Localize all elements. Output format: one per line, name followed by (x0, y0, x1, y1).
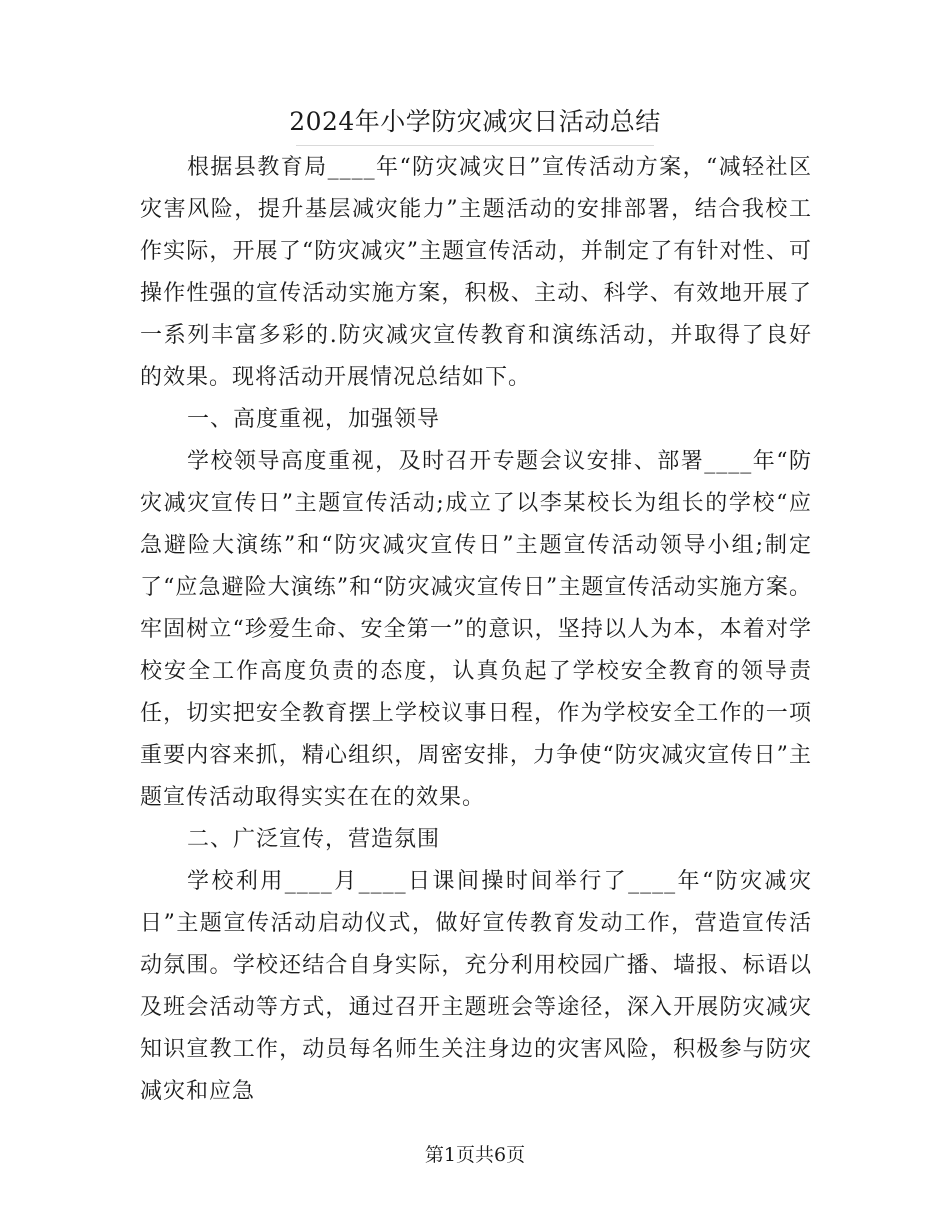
paragraph-section-1: 学校领导高度重视，及时召开专题会议安排、部署____年“防灾减灾宣传日”主题宣传活动;成立了以李某校长为组长的学校“应急避险大演练”和“防灾减灾宣传日”主题宣传活动领导小组;制定了“应急避险大演练”和“防灾减灾宣传日”主题宣传活动实施方案。牢固树立“珍爱生命、安全第一”的意识，坚持以人为本，本着对学校安全工作高度负责的态度，认真负起了学校安全教育的领导责任，切实把安全教育摆上学校议事日程，作为学校安全工作的一项重要内容来抓，精心组织，周密安排，力争使“防灾减灾宣传日”主题宣传活动取得实实在在的效果。 (140, 449, 812, 810)
page-number-footer: 第1页共6页 (424, 1144, 526, 1166)
paragraph-section-2: 学校利用____月____日课间操时间举行了____年“防灾减灾日”主题宣传活动启动仪式，做好宣传教育发动工作，营造宣传活动氛围。学校还结合自身实际，充分利用校园广播、墙报、标语以及班会活动等方式，通过召开主题班会等途径，深入开展防灾减灾知识宣教工作，动员每名师生关注身边的灾害风险，积极参与防灾减灾和应急 (140, 869, 812, 1104)
section-heading-1: 一、高度重视，加强领导 (187, 407, 441, 432)
document-body (140, 147, 812, 1113)
section-heading-2: 二、广泛宣传，营造氛围 (187, 827, 441, 852)
paragraph-intro: 根据县教育局____年“防灾减灾日”宣传活动方案，“减轻社区灾害风险，提升基层减灾能力”主题活动的安排部署，结合我校工作实际，开展了“防灾减灾”主题宣传活动，并制定了有针对性、可操作性强的宣传活动实施方案，积极、主动、科学、有效地开展了一系列丰富多彩的.防灾减灾宣传教育和演练活动，并取得了良好的效果。现将活动开展情况总结如下。 (140, 155, 812, 390)
document-title: 2024年小学防灾减灾日活动总结 (289, 107, 661, 136)
title-underline (296, 145, 654, 146)
